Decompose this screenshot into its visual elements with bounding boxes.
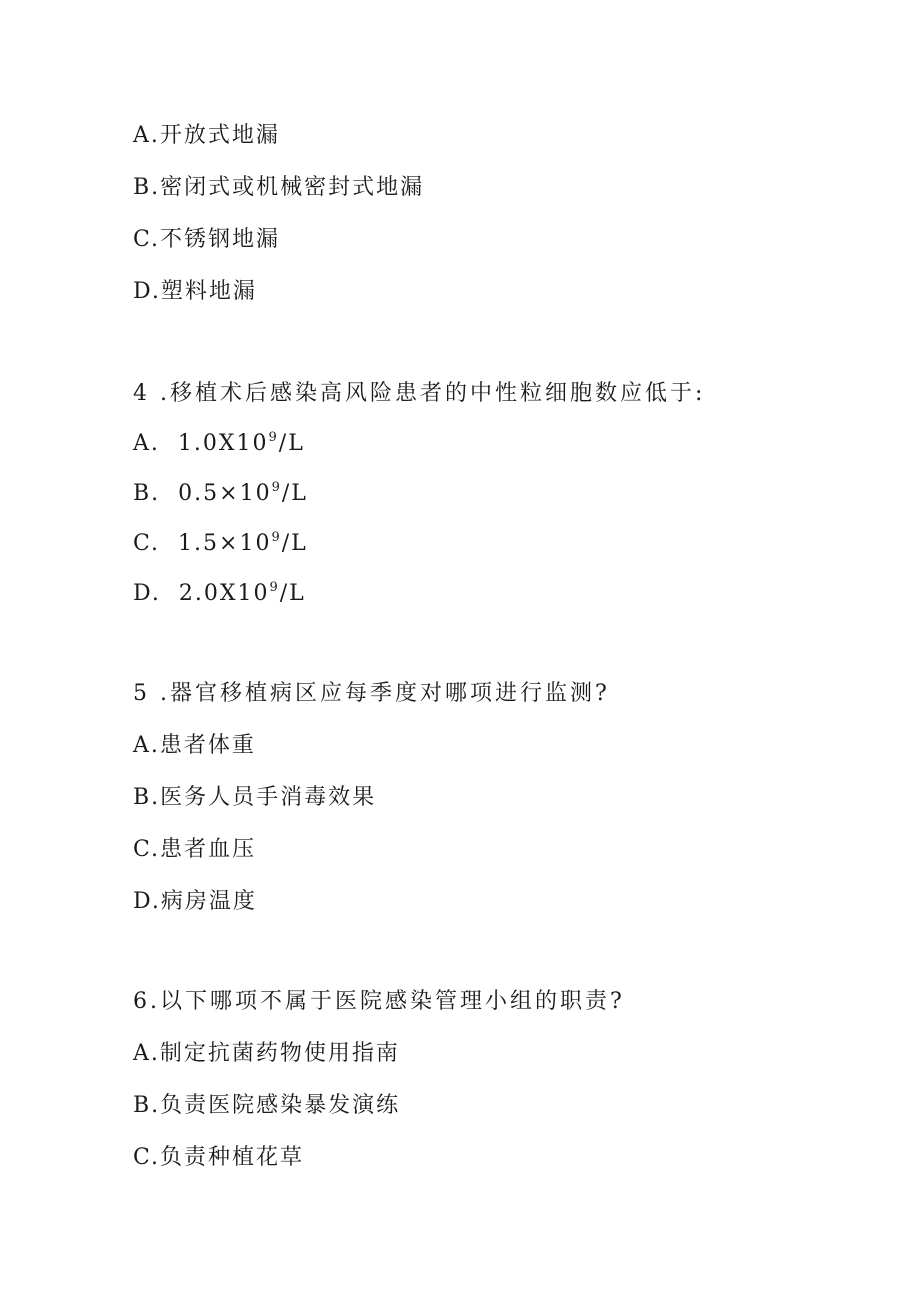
q5-option-b: B.医务人员手消毒效果 [133,785,377,810]
q5-option-d: D.病房温度 [133,889,257,914]
q5-option-a: A.患者体重 [133,733,256,758]
q6-question: 6.以下哪项不属于医院感染管理小组的职责? [133,989,625,1014]
q4-question: 4 .移植术后感染高风险患者的中性粒细胞数应低于: [133,381,706,406]
q5-question: 5 .器官移植病区应每季度对哪项进行监测? [133,681,610,706]
q6-option-a: A.制定抗菌药物使用指南 [133,1041,400,1066]
q3-option-a: A.开放式地漏 [133,123,280,148]
q6-option-c: C.负责种植花草 [133,1145,305,1170]
q4-option-d: D. $2.0X10^9/L$ [133,580,306,606]
q3-option-d: D.塑料地漏 [133,279,257,304]
q4-option-c: C. $1.5\times 10^9/L$ [133,530,308,556]
q6-option-b: B.负责医院感染暴发演练 [133,1093,401,1118]
q3-option-b: B.密闭式或机械密封式地漏 [133,175,425,200]
q4-option-a: A. $1.0X10^9/L$ [133,430,305,456]
q3-option-c: C.不锈钢地漏 [133,227,281,252]
q4-option-b: B. $0.5\times 10^9/L$ [133,480,308,506]
q5-option-c: C.患者血压 [133,837,257,862]
